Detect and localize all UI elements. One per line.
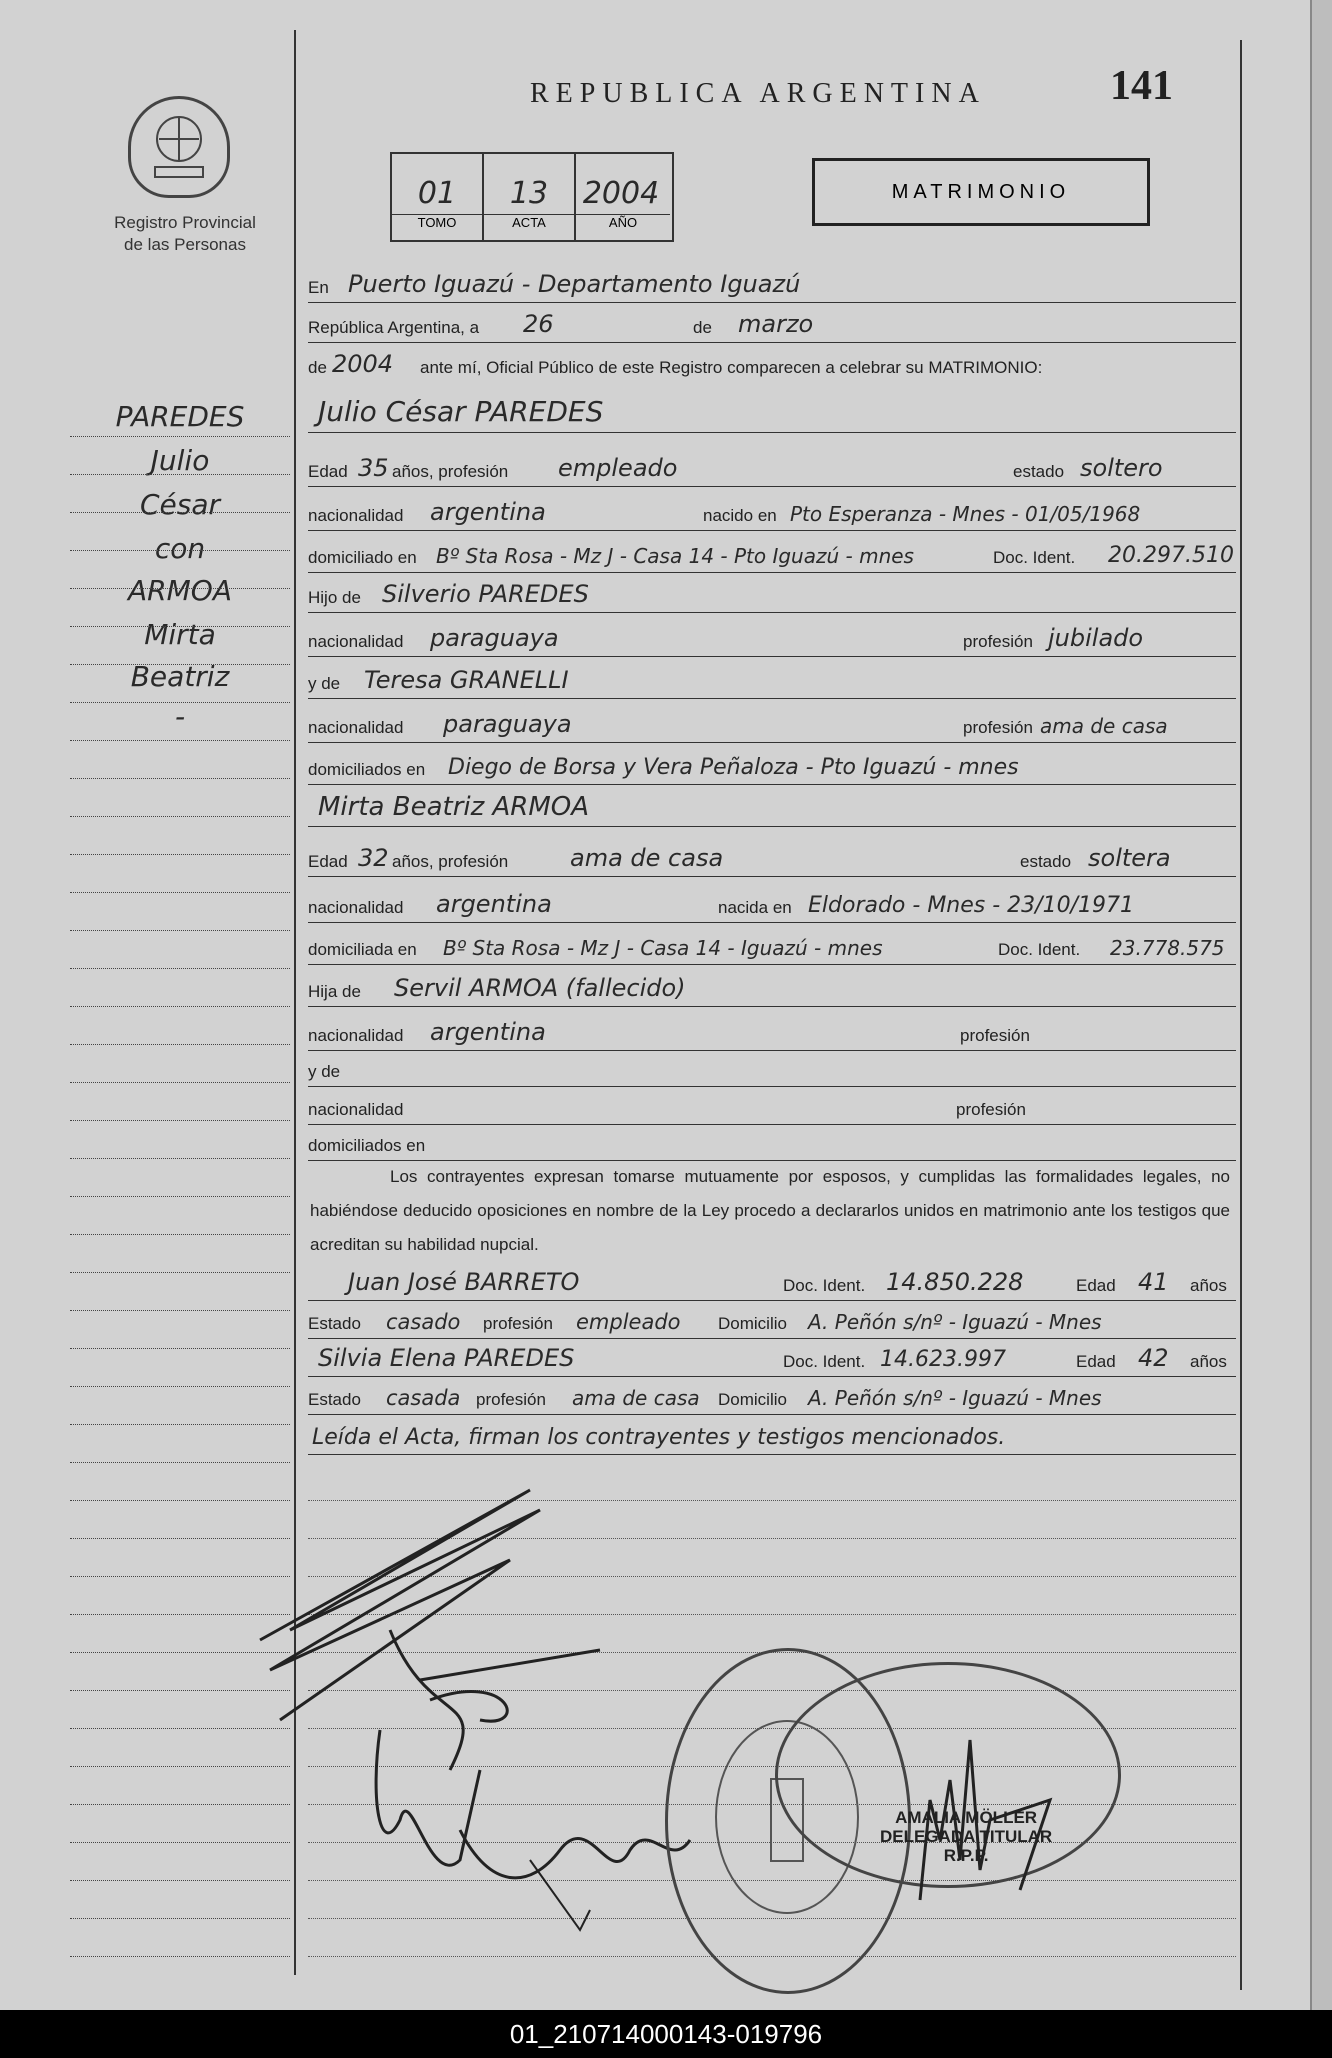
margin-rule xyxy=(70,1424,290,1463)
place-value: Puerto Iguazú - Departamento Iguazú xyxy=(348,270,801,298)
bride-mother-nat-row: nacionalidad profesión xyxy=(308,1088,1236,1125)
ano-value: 2004 xyxy=(582,176,660,211)
bride-name: Mirta Beatriz ARMOA xyxy=(318,792,590,822)
margin-rule xyxy=(70,1120,290,1159)
margin-rule xyxy=(70,512,290,551)
place-row: En Puerto Iguazú - Departamento Iguazú xyxy=(308,266,1236,303)
bride-nat-row: nacionalidad argentina nacida en Eldorado - Mnes - 23/10/1971 xyxy=(308,886,1236,923)
registry-name: Registro Provincial de las Personas xyxy=(114,213,256,254)
groom-mother-row: y de Teresa GRANELLI xyxy=(308,662,1236,699)
acta-value: 13 xyxy=(509,176,549,211)
margin-rule xyxy=(70,1348,290,1387)
signature-2 xyxy=(390,1630,600,1770)
signature-1 xyxy=(260,1490,540,1720)
margin-rule xyxy=(70,930,290,969)
declaration-text: Los contrayentes expresan tomarse mutuamente por esposos, y cumplidas las formalidades legales, no habiéndose deducido oposiciones en nombre de la Ley procedo a declararlos unidos en matrimonio ante los testigos que acreditan su habilidad nupcial. xyxy=(310,1167,1230,1254)
margin-rule xyxy=(70,740,290,779)
ano-label: AÑO xyxy=(576,214,670,230)
margin-rule xyxy=(70,588,290,627)
closing-row xyxy=(308,1418,1236,1455)
witness1-name-row: Juan José BARRETO Doc. Ident. 14.850.228 Edad 41 años xyxy=(308,1264,1236,1301)
bride-age-row: Edad 32 años, profesión ama de casa estado soltera xyxy=(308,840,1236,877)
margin-line: Julio xyxy=(150,444,210,477)
margin-line: PAREDES xyxy=(115,400,245,433)
margin-rule xyxy=(70,436,290,475)
delegate-stamp-text: AMALIA MÖLLER DELEGADA TITULAR R.P.P. xyxy=(880,1808,1053,1865)
margin-rule xyxy=(70,626,290,665)
bride-mother-row: y de xyxy=(308,1050,1236,1087)
bride-father-nat-row: nacionalidad argentina profesión xyxy=(308,1014,1236,1051)
margin-rule xyxy=(70,1234,290,1273)
right-border xyxy=(1240,40,1242,1990)
groom-mother-nat-row: nacionalidad paraguaya profesión ama de casa xyxy=(308,706,1236,743)
margin-line: Mirta xyxy=(144,618,216,651)
signature-4 xyxy=(460,1830,690,1878)
delegate-signature xyxy=(900,1720,1100,1920)
margin-rule xyxy=(70,1196,290,1235)
act-type-box: MATRIMONIO xyxy=(812,158,1150,226)
tomo-value: 01 xyxy=(417,176,457,211)
margin-rule xyxy=(70,1272,290,1311)
binding-edge xyxy=(1310,0,1332,2010)
groom-father-row: Hijo de Silverio PAREDES xyxy=(308,576,1236,613)
groom-father-nat-row: nacionalidad paraguaya profesión jubilado xyxy=(308,620,1236,657)
margin-rule xyxy=(70,1158,290,1197)
groom-name-row xyxy=(308,396,1236,433)
bride-parents-address-row: domiciliados en xyxy=(308,1124,1236,1161)
witness2-details-row: Estado casada profesión ama de casa Domicilio A. Peñón s/nº - Iguazú - Mnes xyxy=(308,1378,1236,1415)
margin-rule xyxy=(70,892,290,931)
tomo-label: TOMO xyxy=(392,214,482,230)
closing-text: Leída el Acta, firman los contrayentes y testigos mencionados. xyxy=(312,1425,1006,1450)
margin-line: ARMOA xyxy=(128,574,232,607)
groom-parents-address-row: domiciliados en Diego de Borsa y Vera Peñaloza - Pto Iguazú - mnes xyxy=(308,748,1236,785)
margin-line: - xyxy=(174,700,186,733)
margin-rule xyxy=(70,664,290,703)
witness2-name-row: Silvia Elena PAREDES Doc. Ident. 14.623.997 Edad 42 años xyxy=(308,1340,1236,1377)
margin-rule xyxy=(70,968,290,1007)
margin-rule xyxy=(70,474,290,513)
margin-rule xyxy=(70,816,290,855)
margin-line: Beatriz xyxy=(130,660,230,693)
province-emblem xyxy=(128,96,230,198)
margin-rule xyxy=(70,398,290,437)
bride-address-row: domiciliada en Bº Sta Rosa - Mz J - Casa 14 - Iguazú - mnes Doc. Ident. 23.778.575 xyxy=(308,928,1236,965)
margin-rule xyxy=(70,702,290,741)
year-row: de 2004 ante mí, Oficial Público de este Registro comparecen a celebrar su MATRIMONIO: xyxy=(308,350,1043,378)
bride-father-row: Hija de Servil ARMOA (fallecido) xyxy=(308,970,1236,1007)
margin-rule xyxy=(70,1044,290,1083)
margin-rule xyxy=(70,1386,290,1425)
margin-rule xyxy=(70,1082,290,1121)
bride-name-row xyxy=(308,790,1236,827)
margin-line: César xyxy=(139,488,221,521)
margin-rule xyxy=(70,550,290,589)
margin-rule xyxy=(70,1006,290,1045)
groom-nat-row: nacionalidad argentina nacido en Pto Esperanza - Mnes - 01/05/1968 xyxy=(308,494,1236,531)
groom-address-row: domiciliado en Bº Sta Rosa - Mz J - Casa 14 - Pto Iguazú - mnes Doc. Ident. 20.297.510 xyxy=(308,536,1236,573)
groom-age-row: Edad 35 años, profesión empleado estado soltero xyxy=(308,450,1236,487)
folio-number: 141 xyxy=(1110,63,1173,109)
margin-line: con xyxy=(154,532,206,565)
margin-rule xyxy=(70,1310,290,1349)
footer-id: 01_210714000143-019796 xyxy=(0,2010,1332,2058)
record-box xyxy=(390,152,674,242)
country-title: REPUBLICA ARGENTINA xyxy=(530,78,986,109)
groom-name: Julio César PAREDES xyxy=(318,395,604,428)
margin-rule xyxy=(70,778,290,817)
witness1-details-row: Estado casado profesión empleado Domicilio A. Peñón s/nº - Iguazú - Mnes xyxy=(308,1302,1236,1339)
date-row: República Argentina, a 26 de marzo xyxy=(308,306,1236,343)
acta-label: ACTA xyxy=(484,214,574,230)
margin-rule xyxy=(70,854,290,893)
signature-3 xyxy=(376,1730,480,1865)
